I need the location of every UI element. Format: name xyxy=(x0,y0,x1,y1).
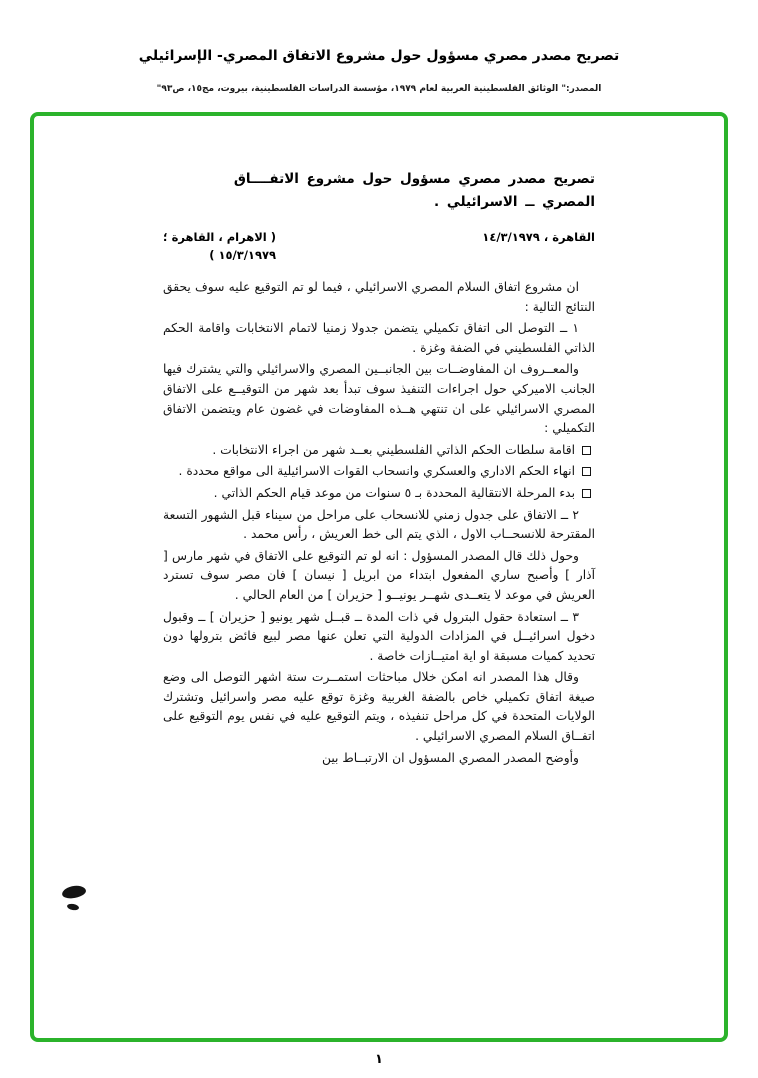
list-item xyxy=(163,484,595,504)
list-item xyxy=(163,441,595,461)
scanned-document-frame xyxy=(30,112,728,1042)
paragraph: وأوضح المصدر المصري المسؤول ان الارتبــاط بين xyxy=(321,750,579,765)
dateline-source-line1: ( الاهرام ، القاهرة ؛ xyxy=(163,230,277,244)
header-title: تصريح مصدر مصري مسؤول حول مشروع الاتفاق المصري- الإسرائيلي xyxy=(138,48,620,64)
dateline-source xyxy=(163,228,276,264)
paragraph: وقال هذا المصدر انه امكن خلال مباحثات استمــرت ستة اشهر التوصل الى وضع صيغة اتفاق تكميلي خاص بالضفة الغربية وغزة توقع عليه مصر واسرائيل وتشترك الولايات المتحدة في كل مراحل تنفيذه ، ويتم التوقيع عليه في نفس يوم التوقيع على اتفــاق السلام المصري الاسرائيلي . xyxy=(163,670,595,744)
ink-smudge-icon xyxy=(67,903,80,911)
square-bullet-icon xyxy=(582,446,591,455)
list-item-text: انهاء الحكم الاداري والعسكري وانسحاب القوات الاسرائيلية الى مواقع محددة . xyxy=(178,464,575,479)
page-number: ١ xyxy=(375,1052,383,1067)
paragraph: والمعــروف ان المفاوضــات بين الجانبــين المصري والاسرائيلي والتي يشترك فيها الجانب الاميركي حول اجراءات التنفيذ سوف تبدأ بعد شهر من التوقيــع على الاتفاق المصري الاسرائيلي على ان تنتهي هــذه المفاوضات في غضون عام ويتضمن الاتفاق التكميلي : xyxy=(163,362,595,436)
header-source-citation: المصدر:" الوثائق الفلسطينية العربية لعام ١٩٧٩، مؤسسة الدراسات الفلسطينية، بيروت، مج١٥، ص٩٣" xyxy=(156,84,602,94)
document-title-line2: المصري ــ الاسرائيلي . xyxy=(433,194,595,210)
ink-smudge-icon xyxy=(61,885,86,899)
document-title-line1: تصريح مصدر مصري مسؤول حول مشروع الاتفــــاق xyxy=(233,171,595,187)
paragraph: ان مشروع اتفاق السلام المصري الاسرائيلي ، فيما لو تم التوقيع عليه سوف يحقق النتائج التالية : xyxy=(163,280,595,314)
paragraph: ١ ــ التوصل الى اتفاق تكميلي يتضمن جدولا زمنيا لاتمام الانتخابات واقامة الحكم الذاتي الفلسطيني في الضفة وغزة . xyxy=(163,321,595,355)
paragraph: ٢ ــ الاتفاق على جدول زمني للانسحاب على مراحل من سيناء قبل الشهور التسعة المقترحة للانسحــاب الاول ، الذي يتم الى خط العريش ، رأس محمد . xyxy=(163,507,595,542)
document-body xyxy=(163,278,595,768)
list-item xyxy=(163,462,595,482)
document-content xyxy=(163,168,595,768)
list-item-text: اقامة سلطات الحكم الذاتي الفلسطيني بعــد شهر من اجراء الانتخابات . xyxy=(212,442,575,457)
paragraph: ٣ ــ استعادة حقول البترول في ذات المدة ــ قبــل شهر يونيو [ حزيران ] ــ وقبول دخول اسرائيــل في المزادات الدولية التي تعلن عنها مصر لبيع فائض بترولها دون تحديد كميات مسبقة او اية امتيــازات خاصة . xyxy=(163,609,595,663)
list-item-text: بدء المرحلة الانتقالية المحددة بـ ٥ سنوات من موعد قيام الحكم الذاتي . xyxy=(213,485,575,500)
document-title xyxy=(163,168,595,214)
paragraph: وحول ذلك قال المصدر المسؤول : انه لو تم التوقيع على الاتفاق في شهر مارس [ آذار ] وأصبح ساري المفعول ابتداء من ابريل [ نيسان ] فان مصر سوف تسترد العريش في موعد لا يتعــدى شهــر يونيــو [ حزيران ] من العام الحالي . xyxy=(163,548,595,602)
dateline-place-date: القاهرة ، ١٤/٣/١٩٧٩ xyxy=(482,230,595,244)
square-bullet-icon xyxy=(582,489,591,498)
dateline-source-line2: ١٥/٣/١٩٧٩ ) xyxy=(209,248,277,262)
square-bullet-icon xyxy=(582,467,591,476)
dateline xyxy=(163,228,595,264)
